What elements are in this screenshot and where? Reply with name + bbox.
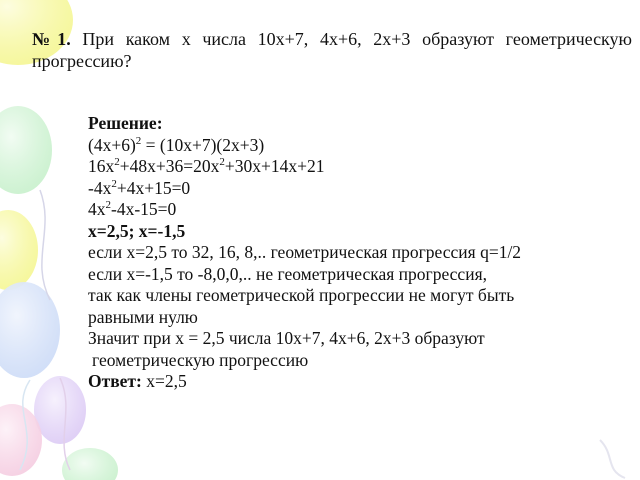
balloon-green-left <box>0 106 52 194</box>
eq3-exponent: 2 <box>111 177 117 190</box>
conclusion-line-1: Значит при x = 2,5 числа 10x+7, 4x+6, 2x+3 образуют <box>88 328 485 348</box>
solution-block <box>88 113 628 393</box>
eq2-part-b: +48x+36=20x <box>119 156 220 176</box>
eq4-exponent: 2 <box>105 199 111 211</box>
case-2-line-2: так как члены геометрической прогрессии не могут быть <box>88 285 515 305</box>
answer-line <box>88 371 628 393</box>
eq2-exponent-2: 2 <box>219 156 225 168</box>
eq3-part-b: +4x+15=0 <box>116 177 191 198</box>
balloon-purple-left <box>34 376 86 444</box>
conclusion-line-2: геометрическую прогрессию <box>92 349 309 370</box>
eq4-part-b: -4x-15=0 <box>111 199 177 219</box>
equation-line-1 <box>88 135 628 157</box>
balloon-yellow-left <box>0 210 38 290</box>
equation-line-2 <box>88 156 628 178</box>
roots-line: x=2,5; x=-1,5 <box>88 220 186 241</box>
case-1-line: если x=2,5 то 32, 16, 8,.. геометрическая прогрессия q=1/2 <box>88 242 522 262</box>
equation-line-3 <box>88 178 628 200</box>
eq1-right: = (10x+7)(2x+3) <box>141 134 265 155</box>
balloon-string <box>40 190 50 300</box>
case-2-line-3: равными нулю <box>88 306 198 327</box>
ribbon-decoration <box>600 440 625 478</box>
balloon-blue-left <box>0 282 60 378</box>
eq1-left: (4x+6) <box>88 134 136 155</box>
eq2-exponent-1: 2 <box>114 156 120 168</box>
case-2-line-1: если x=-1,5 то -8,0,0,.. не геометрическая прогрессия, <box>88 263 487 284</box>
problem-statement <box>32 28 632 72</box>
eq4-part-a: 4x <box>88 199 106 219</box>
balloon-green-bottom <box>62 448 118 480</box>
eq1-exponent: 2 <box>135 134 142 147</box>
problem-number: №1. <box>32 29 71 49</box>
eq2-part-c: +30x+14x+21 <box>224 156 325 176</box>
answer-label: Ответ: <box>88 371 142 391</box>
problem-text: При каком x числа 10x+7, 4x+6, 2x+3 образуют геометрическую прогрессию? <box>32 29 632 71</box>
solution-heading: Решение: <box>88 113 163 133</box>
equation-line-4 <box>88 199 628 221</box>
eq3-part-a: -4x <box>88 177 112 198</box>
eq2-part-a: 16x <box>88 156 115 176</box>
answer-value: x=2,5 <box>141 371 187 391</box>
